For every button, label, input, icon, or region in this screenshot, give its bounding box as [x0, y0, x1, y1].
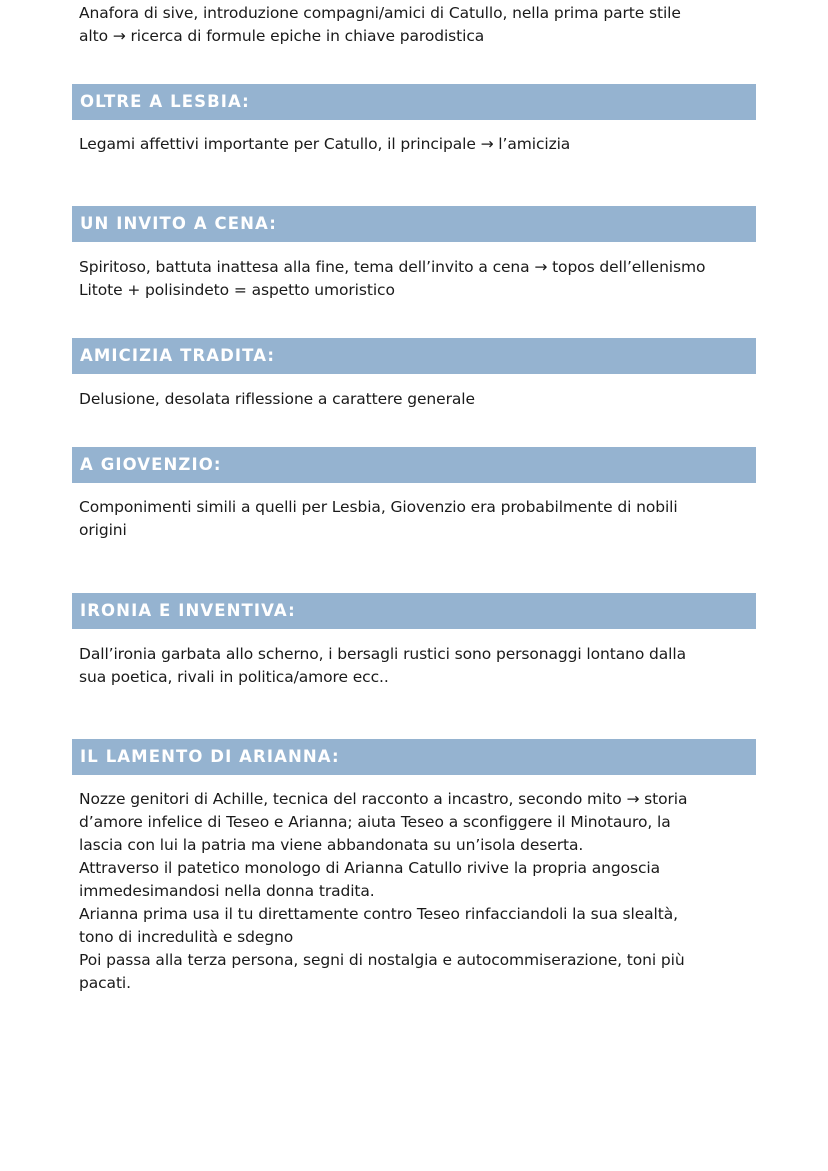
section-heading-il-lamento-di-arianna: IL LAMENTO DI ARIANNA: [72, 739, 756, 775]
section-paragraph-un-invito-a-cena [79, 256, 759, 302]
paragraph-line: Attraverso il patetico monologo di Arianna Catullo rivive la propria angoscia [79, 859, 660, 877]
section-heading-amicizia-tradita: AMICIZIA TRADITA: [72, 338, 756, 374]
section-paragraph-oltre-a-lesbia [79, 133, 759, 156]
paragraph-line: lascia con lui la patria ma viene abbandonata su un’isola deserta. [79, 836, 584, 854]
intro-paragraph [79, 2, 759, 48]
section-heading-a-giovenzio: A GIOVENZIO: [72, 447, 756, 483]
paragraph-line: Componimenti simili a quelli per Lesbia, Giovenzio era probabilmente di nobili [79, 498, 678, 516]
paragraph-line: pacati. [79, 974, 131, 992]
paragraph-line: Poi passa alla terza persona, segni di nostalgia e autocommiserazione, toni più [79, 951, 685, 969]
paragraph-line: Dall’ironia garbata allo scherno, i bersagli rustici sono personaggi lontano dalla [79, 645, 686, 663]
paragraph-line: d’amore infelice di Teseo e Arianna; aiuta Teseo a sconfiggere il Minotauro, la [79, 813, 671, 831]
section-heading-ironia-e-inventiva: IRONIA E INVENTIVA: [72, 593, 756, 629]
paragraph-line: tono di incredulità e sdegno [79, 928, 294, 946]
paragraph-line: Anafora di sive, introduzione compagni/amici di Catullo, nella prima parte stile [79, 4, 681, 22]
paragraph-line: immedesimandosi nella donna tradita. [79, 882, 375, 900]
section-paragraph-amicizia-tradita [79, 388, 759, 411]
paragraph-line: alto → ricerca di formule epiche in chiave parodistica [79, 27, 485, 45]
paragraph-line: sua poetica, rivali in politica/amore ecc.. [79, 668, 389, 686]
paragraph-line: Nozze genitori di Achille, tecnica del racconto a incastro, secondo mito → storia [79, 790, 688, 808]
paragraph-line: Delusione, desolata riflessione a carattere generale [79, 390, 475, 408]
section-paragraph-ironia-e-inventiva [79, 643, 759, 689]
paragraph-line: Spiritoso, battuta inattesa alla fine, tema dell’invito a cena → topos dell’ellenismo [79, 258, 706, 276]
paragraph-line: origini [79, 521, 127, 539]
section-heading-un-invito-a-cena: UN INVITO A CENA: [72, 206, 756, 242]
paragraph-line: Litote + polisindeto = aspetto umoristico [79, 281, 395, 299]
section-heading-oltre-a-lesbia: OLTRE A LESBIA: [72, 84, 756, 120]
paragraph-line: Arianna prima usa il tu direttamente contro Teseo rinfacciandoli la sua slealtà, [79, 905, 678, 923]
section-paragraph-a-giovenzio [79, 496, 759, 542]
section-paragraph-il-lamento-di-arianna [79, 788, 759, 995]
paragraph-line: Legami affettivi importante per Catullo, il principale → l’amicizia [79, 135, 571, 153]
